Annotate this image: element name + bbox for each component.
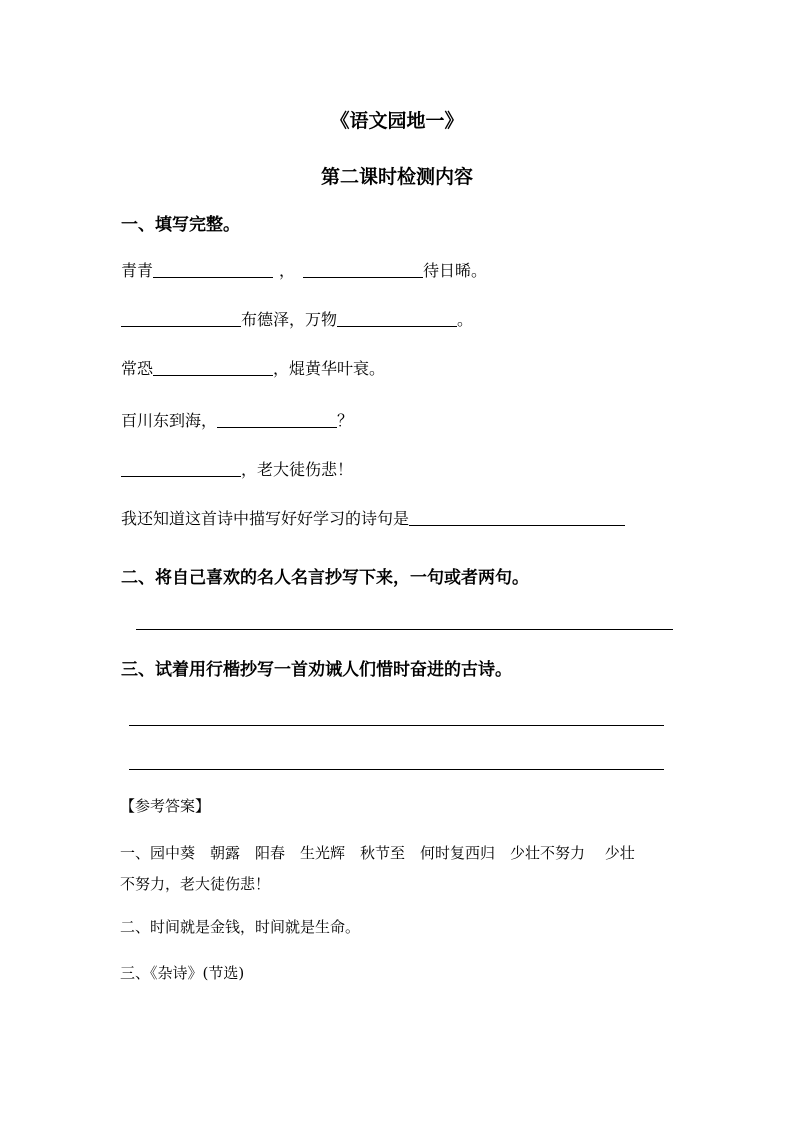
fill-row-1 xyxy=(121,258,487,281)
page-title: 《语文园地一》 xyxy=(330,110,464,132)
fill-row-5 xyxy=(121,457,353,480)
fill-blank[interactable] xyxy=(409,524,625,526)
writing-line[interactable] xyxy=(136,629,673,630)
row3-suffix: ，焜黄华叶衰。 xyxy=(273,359,386,378)
row2-middle: 布德泽，万物 xyxy=(241,310,338,329)
row1-suffix: 待日晞。 xyxy=(423,261,488,280)
fill-blank[interactable] xyxy=(153,276,273,278)
answer-3: 三、《杂诗》(节选) xyxy=(120,964,245,982)
row1-sep: ， xyxy=(279,261,296,280)
fill-blank[interactable] xyxy=(153,374,273,376)
fill-row-4 xyxy=(121,408,353,431)
page-subtitle: 第二课时检测内容 xyxy=(320,166,473,188)
section3-heading: 三、试着用行楷抄写一首劝诫人们惜时奋进的古诗。 xyxy=(121,660,512,680)
fill-blank[interactable] xyxy=(337,325,457,327)
row1-prefix: 青青 xyxy=(121,261,154,280)
section2-heading: 二、将自己喜欢的名人名言抄写下来，一句或者两句。 xyxy=(121,568,529,588)
section1-heading: 一、填写完整。 xyxy=(121,215,240,235)
row3-prefix: 常恐 xyxy=(121,359,154,378)
fill-row-6 xyxy=(121,506,625,529)
fill-row-3 xyxy=(121,356,385,379)
fill-blank[interactable] xyxy=(217,426,337,428)
fill-blank[interactable] xyxy=(121,325,241,327)
answer-1-line-1: 一、园中葵 朝露 阳春 生光辉 秋节至 何时复西归 少壮不努力 少壮 xyxy=(120,844,635,862)
row4-prefix: 百川东到海， xyxy=(121,411,218,430)
writing-line[interactable] xyxy=(129,769,664,770)
fill-blank[interactable] xyxy=(303,276,423,278)
row6-prefix: 我还知道这首诗中描写好好学习的诗句是 xyxy=(121,509,410,528)
fill-row-2 xyxy=(121,307,473,330)
row2-suffix: 。 xyxy=(457,310,474,329)
row4-suffix: ？ xyxy=(337,411,354,430)
row5-suffix: ，老大徒伤悲！ xyxy=(241,460,354,479)
answer-label: 【参考答案】 xyxy=(120,797,211,815)
fill-blank[interactable] xyxy=(121,475,241,477)
answer-2: 二、时间就是金钱，时间就是生命。 xyxy=(120,918,361,936)
answer-1-line-2: 不努力，老大徒伤悲！ xyxy=(120,875,271,893)
writing-line[interactable] xyxy=(129,725,664,726)
